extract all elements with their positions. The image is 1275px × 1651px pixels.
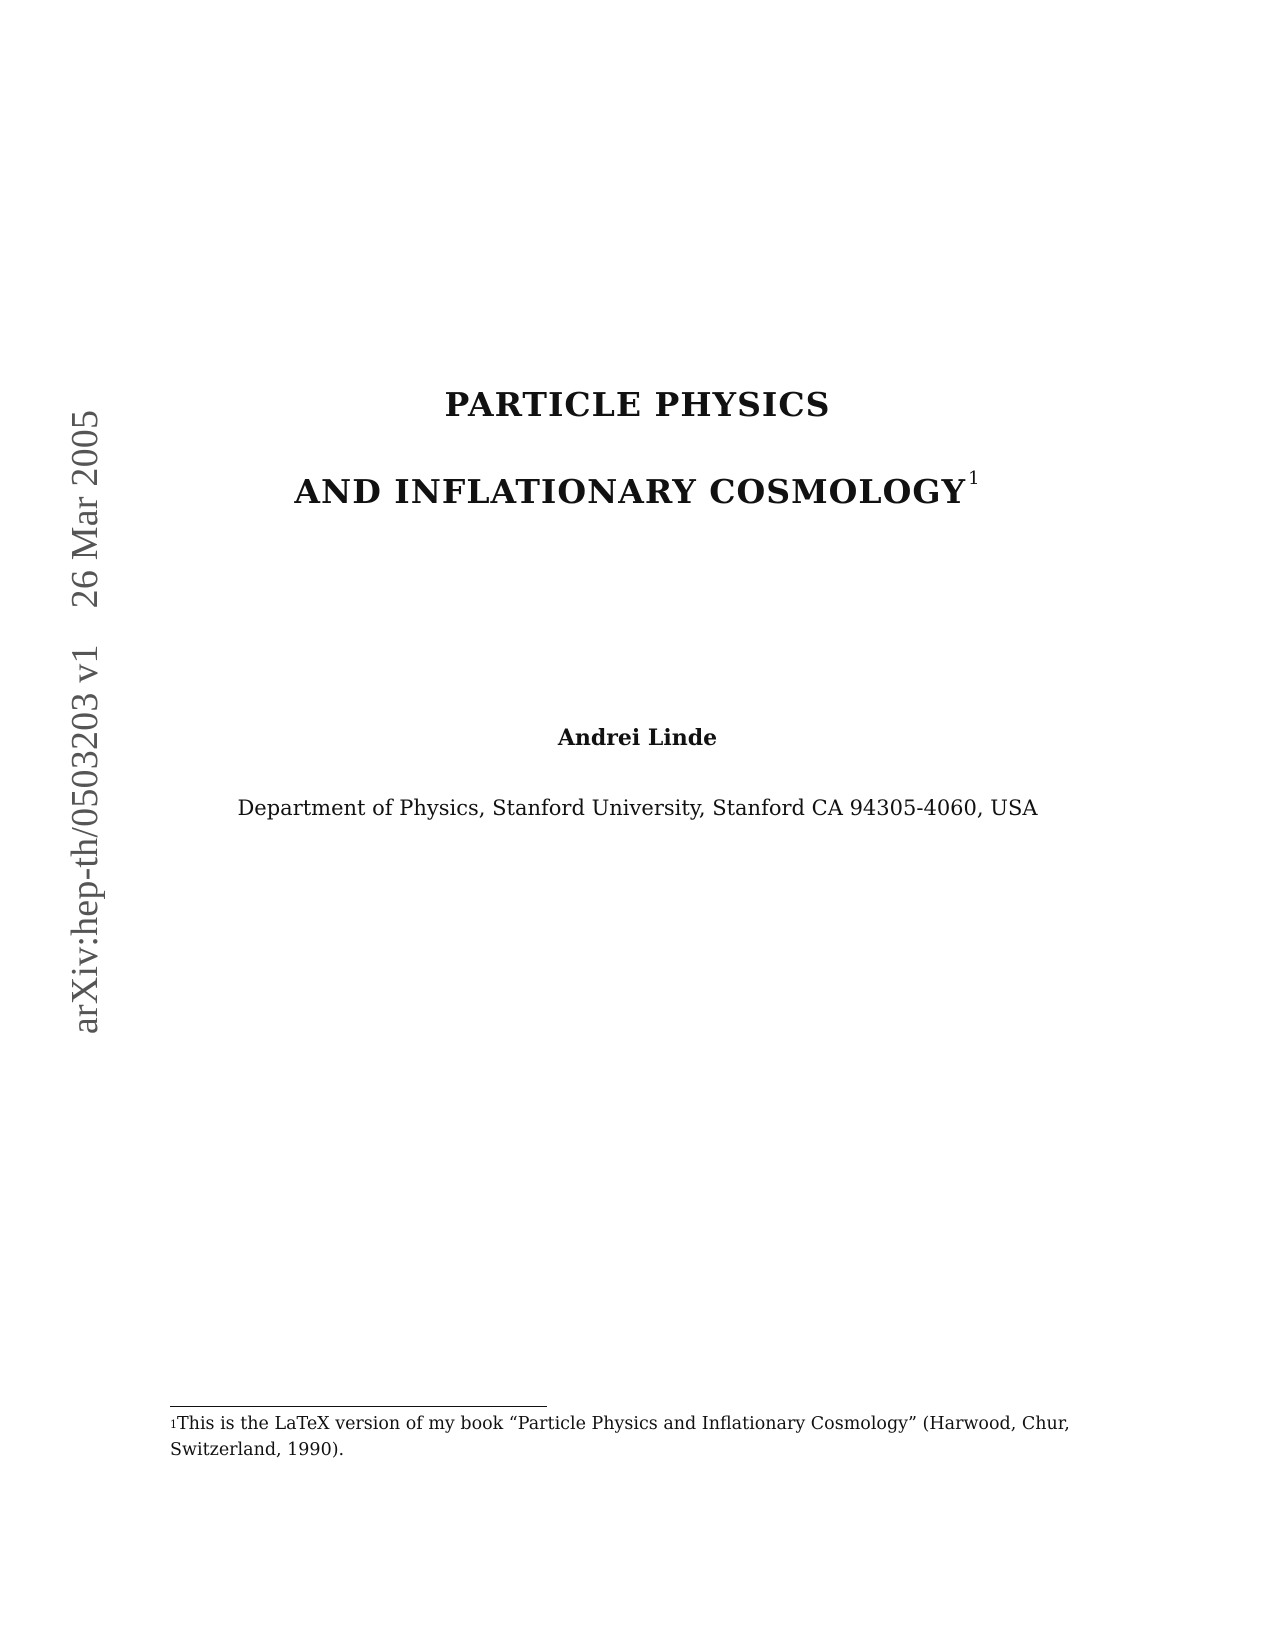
- footnote-divider: [170, 1406, 547, 1407]
- author-name: Andrei Linde: [557, 725, 718, 751]
- paper-title-text-2: AND INFLATIONARY COSMOLOGY: [294, 472, 967, 511]
- arxiv-identifier: arXiv:hep-th/0503203 v1: [64, 644, 106, 1035]
- title-footnote-marker: 1: [968, 468, 981, 489]
- paper-title-text-1: PARTICLE PHYSICS: [444, 385, 831, 424]
- arxiv-date: 26 Mar 2005: [64, 409, 106, 609]
- footnote-marker: 1: [170, 1418, 177, 1431]
- footnote: [170, 1411, 1110, 1463]
- paper-title-line-2: [0, 468, 1275, 511]
- paper-title-line-1: [0, 385, 1275, 424]
- author-affiliation: Department of Physics, Stanford University, Stanford CA 94305-4060, USA: [237, 796, 1038, 820]
- footnote-text: This is the LaTeX version of my book “Particle Physics and Inflationary Cosmology” (Harwood, Chur, Switzerland, 1990).: [170, 1414, 1070, 1460]
